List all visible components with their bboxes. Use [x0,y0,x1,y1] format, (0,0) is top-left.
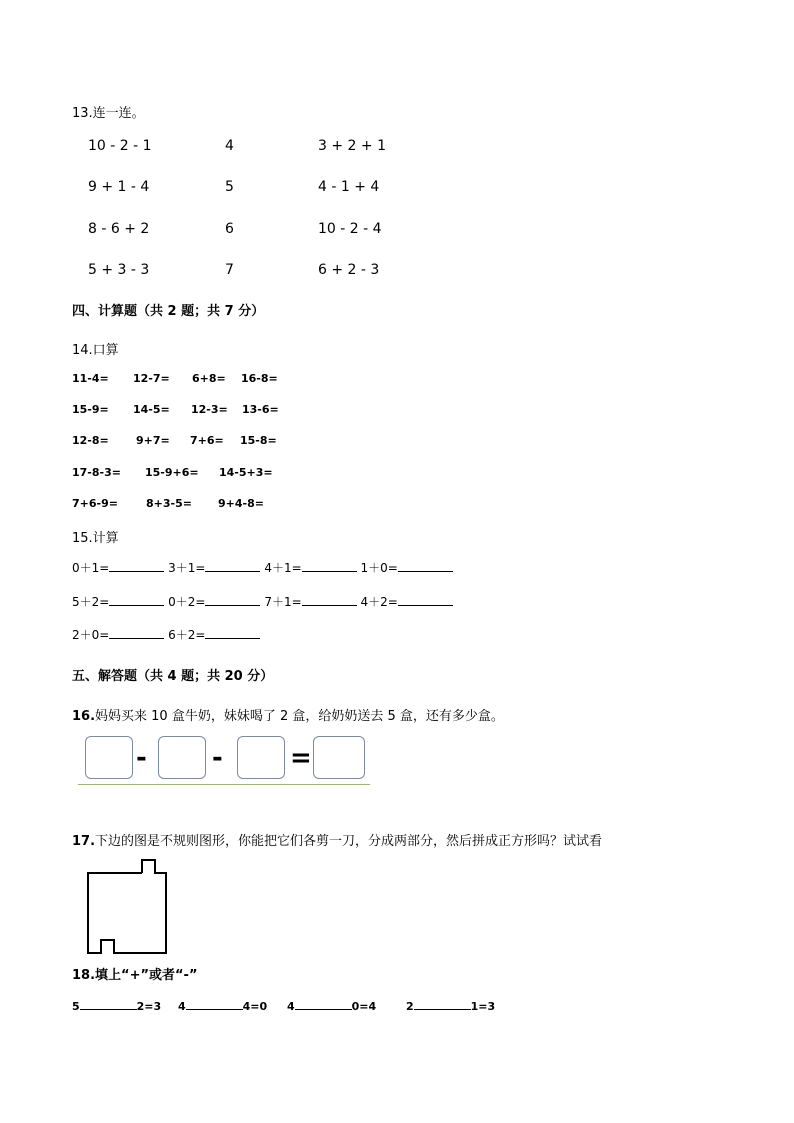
answer-box[interactable] [85,736,133,779]
q13-right-expr: 4 - 1 + 4 [318,179,380,195]
operator-blank[interactable] [295,997,352,1010]
q17-number: 17. [72,834,96,849]
oral-item: 12-8= [72,434,109,447]
q13-left-expr: 8 - 6 + 2 [88,221,150,237]
fill-item: 5 2=3 [72,997,161,1013]
operator-blank[interactable] [80,997,137,1010]
q17-question [72,830,602,849]
minus-sign: - [212,743,223,773]
answer-box[interactable] [158,736,206,779]
fill-item: 4 0=4 [287,997,376,1013]
oral-item: 14-5= [133,403,170,416]
answer-blank[interactable] [109,559,164,572]
calc-expr: 4＋1= [264,561,302,575]
oral-item: 6+8= [192,372,226,385]
q13-mid-number: 5 [225,179,234,195]
green-underline [78,784,370,785]
calc-row [72,559,453,576]
oral-item: 7+6-9= [72,497,118,510]
calc-expr: 3＋1= [168,561,206,575]
q16-number: 16. [72,709,96,724]
q13-left-expr: 10 - 2 - 1 [88,138,152,154]
calc-expr: 6＋2= [168,628,206,642]
q18-title: 18.填上“+”或者“-” [72,968,198,983]
calc-expr: 1＋0= [360,561,398,575]
oral-item: 15-9= [72,403,109,416]
calc-row [72,593,453,610]
oral-item: 9+4-8= [218,497,264,510]
answer-blank[interactable] [398,593,453,606]
minus-sign: - [136,743,147,773]
oral-item: 7+6= [190,434,224,447]
calc-expr: 5＋2= [72,595,110,609]
calc-expr: 7＋1= [264,595,302,609]
oral-item: 16-8= [241,372,278,385]
oral-item: 8+3-5= [146,497,192,510]
calc-expr: 0＋2= [168,595,206,609]
q16-text: 妈妈买来 10 盒牛奶，妹妹喝了 2 盒，给奶奶送去 5 盒，还有多少盒。 [95,709,504,724]
fill-item: 4 4=0 [178,997,267,1013]
q13-right-expr: 6 + 2 - 3 [318,262,380,278]
q13-left-expr: 5 + 3 - 3 [88,262,150,278]
section-5-heading: 五、解答题（共 4 题；共 20 分） [72,669,274,684]
answer-blank[interactable] [205,559,260,572]
q16-question [72,705,504,724]
q13-right-expr: 10 - 2 - 4 [318,221,382,237]
q13-mid-number: 7 [225,262,234,278]
fill-item: 2 1=3 [406,997,495,1013]
q13-right-expr: 3 + 2 + 1 [318,138,386,154]
oral-item: 15-8= [240,434,277,447]
q15-title: 15.计算 [72,531,119,546]
answer-box[interactable] [237,736,285,779]
oral-item: 14-5+3= [219,466,273,479]
answer-blank[interactable] [302,559,357,572]
oral-item: 9+7= [136,434,170,447]
q13-left-expr: 9 + 1 - 4 [88,179,150,195]
equals-sign: = [290,743,312,773]
section-4-heading: 四、计算题（共 2 题；共 7 分） [72,304,265,319]
calc-row [72,626,260,643]
q17-text: 下边的图是不规则图形，你能把它们各剪一刀，分成两部分，然后拼成正方形吗？试试看 [95,834,603,849]
answer-blank[interactable] [398,559,453,572]
oral-item: 12-3= [191,403,228,416]
calc-expr: 4＋2= [360,595,398,609]
answer-box[interactable] [313,736,365,779]
calc-expr: 0＋1= [72,561,110,575]
answer-blank[interactable] [205,626,260,639]
oral-item: 17-8-3= [72,466,121,479]
q14-title: 14.口算 [72,343,119,358]
oral-item: 12-7= [133,372,170,385]
answer-blank[interactable] [205,593,260,606]
operator-blank[interactable] [414,997,471,1010]
answer-blank[interactable] [109,626,164,639]
q13-title: 13.连一连。 [72,106,145,121]
oral-item: 11-4= [72,372,109,385]
calc-expr: 2＋0= [72,628,110,642]
irregular-shape-figure [82,856,172,958]
oral-item: 15-9+6= [145,466,199,479]
answer-blank[interactable] [302,593,357,606]
answer-blank[interactable] [109,593,164,606]
q13-mid-number: 4 [225,138,234,154]
operator-blank[interactable] [186,997,243,1010]
oral-item: 13-6= [242,403,279,416]
q13-mid-number: 6 [225,221,234,237]
